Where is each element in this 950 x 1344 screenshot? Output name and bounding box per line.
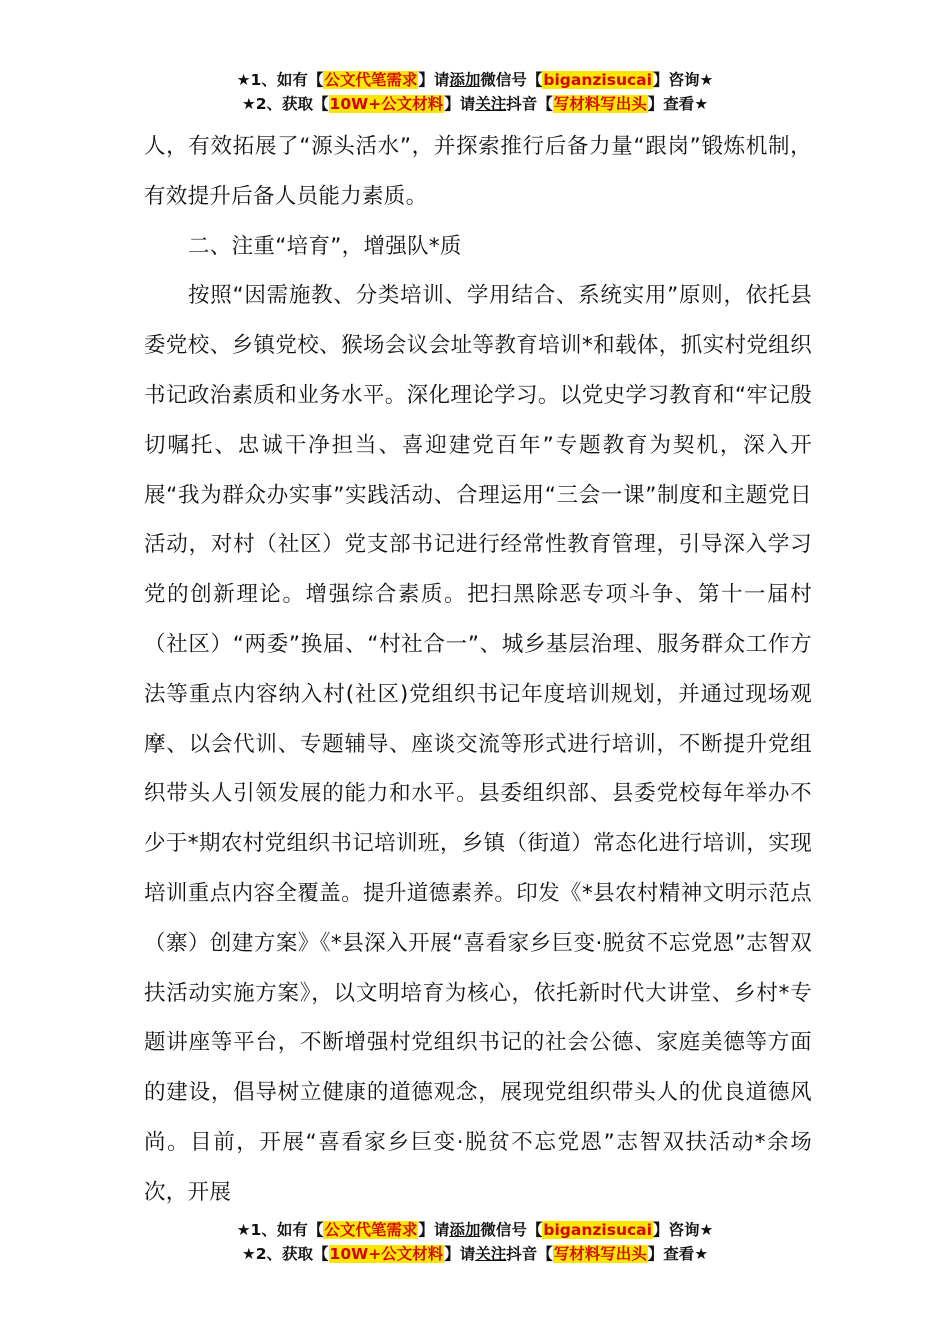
banner-text: 】查看★ <box>647 95 709 113</box>
banner-text: 】请 <box>418 1221 450 1239</box>
banner-text: 】请 <box>418 71 450 89</box>
banner-text: 】请 <box>444 1245 476 1263</box>
header-banner <box>0 68 950 116</box>
highlight-douyin-id: 写材料写出头 <box>553 1245 647 1263</box>
highlight-service: 公文代笔需求 <box>324 1221 418 1239</box>
paragraph: 按照“因需施教、分类培训、学用结合、系统实用”原则，依托县委党校、乡镇党校、猴场会议会址等教育培训*和载体，抓实村党组织书记政治素质和业务水平。深化理论学习。以党史学习教育和“牢记殷切嘱托、忠诚干净担当、喜迎建党百年”专题教育为契机，深入开展“我为群众办实事”实践活动、合理运用“三会一课”制度和主题党日活动，对村（社区）党支部书记进行经常性教育管理，引导深入学习党的创新理论。增强综合素质。把扫黑除恶专项斗争、第十一届村（社区）“两委”换届、“村社合一”、城乡基层治理、服务群众工作方法等重点内容纳入村(社区)党组织书记年度培训规划，并通过现场观摩、以会代训、专题辅导、座谈交流等形式进行培训，不断提升党组织带头人引领发展的能力和水平。县委组织部、县委党校每年举办不少于*期农村党组织书记培训班，乡镇（街道）常态化进行培训，实现培训重点内容全覆盖。提升道德素养。印发《*县农村精神文明示范点（寨）创建方案》《*县深入开展“喜看家乡巨变·脱贫不忘党恩”志智双扶活动实施方案》，以文明培育为核心，依托新时代大讲堂、乡村*专题讲座等平台，不断增强村党组织书记的社会公德、家庭美德等方面的建设，倡导树立健康的道德观念，展现党组织带头人的优良道德风尚。目前，开展“喜看家乡巨变·脱贫不忘党恩”志智双扶活动*余场次，开展 <box>144 283 812 1205</box>
banner-line-1 <box>0 1218 950 1242</box>
banner-text: 抖音【 <box>506 95 553 113</box>
banner-text: ★1、如有【 <box>236 1221 324 1239</box>
banner-text: ★2、获取【 <box>241 95 329 113</box>
banner-emphasis: 关注 <box>475 1245 507 1263</box>
banner-line-2 <box>0 1242 950 1266</box>
banner-text: 】请 <box>444 95 476 113</box>
highlight-materials: 10W+公文材料 <box>329 95 444 113</box>
footer-banner <box>0 1218 950 1266</box>
banner-emphasis: 添加 <box>449 1221 481 1239</box>
banner-text: ★2、获取【 <box>241 1245 329 1263</box>
banner-emphasis: 关注 <box>475 95 507 113</box>
banner-emphasis: 添加 <box>449 71 481 89</box>
section-heading: 二、注重“培育”，增强队*质 <box>188 233 462 259</box>
highlight-wechat-id: biganzisucai <box>543 1221 652 1239</box>
banner-text: 微信号【 <box>480 1221 543 1239</box>
banner-text: ★1、如有【 <box>236 71 324 89</box>
highlight-wechat-id: biganzisucai <box>543 71 652 89</box>
highlight-materials: 10W+公文材料 <box>329 1245 444 1263</box>
banner-line-2 <box>0 92 950 116</box>
paragraph-continued: 人，有效拓展了“源头活水”，并探索推行后备力量“跟岗”锻炼机制，有效提升后备人员能力素质。 <box>144 134 812 209</box>
banner-line-1 <box>0 68 950 92</box>
banner-text: 微信号【 <box>480 71 543 89</box>
highlight-douyin-id: 写材料写出头 <box>553 95 647 113</box>
banner-text: 抖音【 <box>506 1245 553 1263</box>
highlight-service: 公文代笔需求 <box>324 71 418 89</box>
banner-text: 】查看★ <box>647 1245 709 1263</box>
banner-text: 】咨询★ <box>652 71 714 89</box>
document-body <box>144 122 812 1218</box>
banner-text: 】咨询★ <box>652 1221 714 1239</box>
